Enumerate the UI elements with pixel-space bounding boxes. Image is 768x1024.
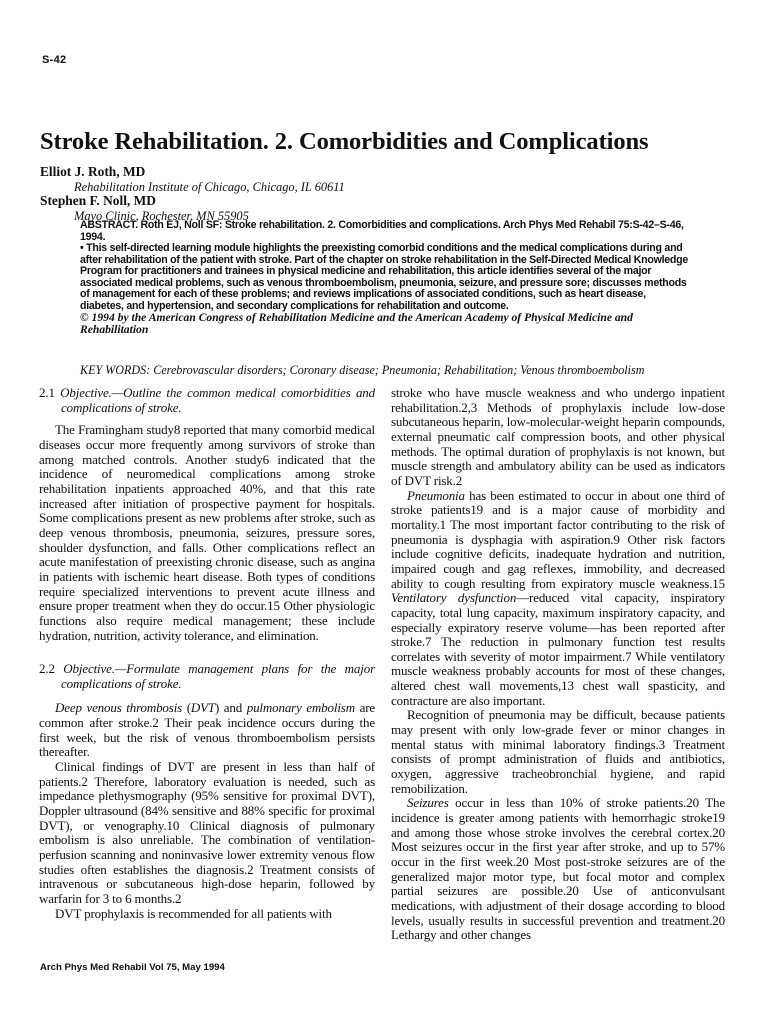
paragraph: Deep venous thrombosis (DVT) and pulmonary embolism are common after stroke.2 Their peak incidence occurs during the first week, but the risk of venous thromboembolism persists thereafter. xyxy=(39,700,375,760)
paragraph-text: has been estimated to occur in about one third of stroke patients19 and is a major cause of morbidity and mortality.1 The most important factor contributing to the risk of pneumonia is dysphagia with aspiration.9 Other risk factors include cognitive deficits, inadequate hydration and nutrition, impaired cough and gag reflexes, immobility, and decreased ability to cough resulting from expiratory muscle weakness.15 xyxy=(391,487,725,591)
keywords xyxy=(80,363,700,378)
term: Seizures xyxy=(407,795,449,811)
journal-footer: Arch Phys Med Rehabil Vol 75, May 1994 xyxy=(40,962,225,973)
section-objective: Objective.—Outline the common medical comorbidities and complications of stroke. xyxy=(60,385,375,415)
abstract-body: • This self-directed learning module highlights the preexisting comorbid conditions and the medical complications during and after rehabilitation of the patient with stroke. Part of the chapter on stroke rehabilitation in the Self-Directed Medical Knowledge Program for practitioners and trainees in physical medicine and rehabilitation, this article identifies several of the major associated medical problems, such as venous thromboembolism, pneumonia, seizure, and pressure sore; discusses methods of management for each of these problems; and reviews implications of associated conditions, such as heart disease, diabetes, and hypertension, and secondary complications for rehabilitation and outcome. xyxy=(80,242,689,312)
abstract-citation: ABSTRACT. Roth EJ, Noll SF: Stroke rehabilitation. 2. Comorbidities and complications. Arch Phys Med Rehabil 75:S-42–S-46, 1994. xyxy=(80,219,684,243)
keywords-list: Cerebrovascular disorders; Coronary disease; Pneumonia; Rehabilitation; Venous thromboembolism xyxy=(153,363,645,377)
right-column xyxy=(391,386,725,943)
paragraph xyxy=(391,489,725,709)
term: pulmonary embolism xyxy=(246,700,355,716)
paragraph-text: are common after stroke.2 Their peak incidence occurs during the first week, but the risk of venous thromboembolism persists thereafter. xyxy=(39,700,375,760)
paragraph: The Framingham study8 reported that many comorbid medical diseases occur more frequently among survivors of stroke than among matched controls. Another study6 indicated that the incidence of neuromedical complications among stroke rehabilitation inpatients approached 40%, and that this rate increased after initiation of prospective payment for hospitals. Some complications present as new problems after stroke, such as deep venous thrombosis, pneumonia, seizures, pressure sores, shoulder dysfunction, and falls. Other complications reflect an acute manifestation of preexisting chronic disease, such as angina in patients with ischemic heart disease. Both types of conditions require specialized interventions to prevent acute illness and ensure proper treatment when they do occur.15 Other physiologic functions also require medical management; these include hydration, nutrition, activity tolerance, and elimination. xyxy=(39,422,375,643)
paragraph: stroke who have muscle weakness and who undergo inpatient rehabilitation.2,3 Methods of prophylaxis include low-dose subcutaneous heparin, low-molecular-weight heparin compounds, external pneumatic calf compression boots, and other physical methods. The optimal duration of prophylaxis is not known, but muscle strength and ambulatory ability can be used as indicators of DVT risk.2 xyxy=(391,385,725,488)
page-number: S-42 xyxy=(42,54,67,66)
article-title: Stroke Rehabilitation. 2. Comorbidities and Complications xyxy=(40,128,649,155)
paragraph-text: —reduced vital capacity, inspiratory capacity, total lung capacity, maximum inspiratory capacity, and especially expiratory reserve volume—has been reported after stroke.7 The reduction in pulmonary function test results correlates with severity of motor impairment.7 While ventilatory muscle weakness probably accounts for most of these changes, altered chest wall movements,13 chest wall spasticity, and contracture are also important. xyxy=(391,590,725,708)
section-heading xyxy=(39,386,375,415)
section-number: 2.2 xyxy=(39,661,55,677)
term-abbreviation: DVT xyxy=(190,700,215,716)
paragraph xyxy=(391,796,725,943)
paragraph: DVT prophylaxis is recommended for all patients with xyxy=(55,905,332,921)
author-affiliation: Mayo Clinic, Rochester, MN 55905 xyxy=(74,209,249,223)
author-name: Stephen F. Noll, MD xyxy=(40,193,156,208)
abstract xyxy=(80,220,688,337)
paragraph: Recognition of pneumonia may be difficult, because patients may present with only low-grade fever or minor changes in mental status with minimal laboratory findings.3 Treatment consists of prompt administration of fluids and antibiotics, oxygen, aggressive tracheobronchial hygiene, and rapid remobilization. xyxy=(391,707,725,796)
term: Ventilatory dysfunction xyxy=(391,590,517,606)
author-affiliation: Rehabilitation Institute of Chicago, Chicago, IL 60611 xyxy=(74,180,345,194)
paragraph: Clinical findings of DVT are present in less than half of patients.2 Therefore, laboratory evaluation is needed, such as impedance plethysmography (95% sensitive for proximal DVT), Doppler ultrasound (84% sensitive and 88% specific for proximal DVT), or venography.10 Clinical diagnosis of pulmonary embolism is also unreliable. The combination of ventilation-perfusion scanning and noninvasive lower extremity venous flow studies often establishes the diagnosis.2 Treatment consists of intravenous or subcutaneous high-dose heparin, followed by warfarin for 3 to 6 months.2 xyxy=(39,759,375,906)
paragraph-text: occur in less than 10% of stroke patients.20 The incidence is greater among patients with hemorrhagic stroke19 and among those whose stroke involves the cerebral cortex.20 Most seizures occur in the first year after stroke, and up to 57% occur in the first week.20 Most post-stroke seizures are of the generalized major motor type, but focal motor and complex partial seizures are possible.20 Use of anticonvulsant medications, with adjustment of their dosage according to blood levels, usually results in successful prevention and treatment.20 Lethargy and other changes xyxy=(391,795,725,943)
author-name: Elliot J. Roth, MD xyxy=(40,164,146,179)
copyright-notice: © 1994 by the American Congress of Rehabilitation Medicine and the American Academy of Physical Medicine and Rehabilitation xyxy=(80,311,633,337)
section-number: 2.1 xyxy=(39,385,55,400)
term: Deep venous thrombosis xyxy=(55,700,183,716)
section-heading xyxy=(39,662,375,691)
keywords-label: KEY WORDS: xyxy=(80,363,151,377)
left-column xyxy=(39,386,375,921)
term: Pneumonia xyxy=(407,487,465,503)
section-objective: Objective.—Formulate management plans for the major complications of stroke. xyxy=(61,661,375,691)
